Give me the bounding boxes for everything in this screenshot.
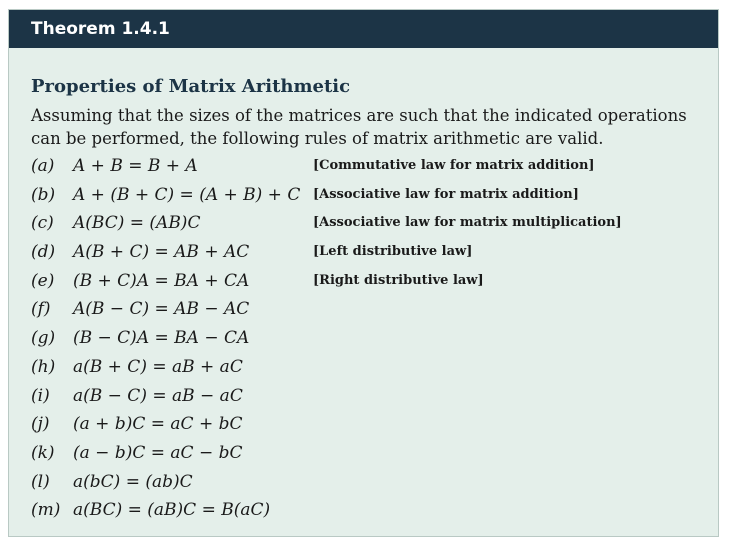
rule-label: (j) bbox=[31, 414, 50, 435]
rule-item bbox=[31, 439, 711, 468]
rule-label: (g) bbox=[31, 328, 56, 349]
theorem-box bbox=[8, 9, 719, 537]
theorem-header: Theorem 1.4.1 bbox=[9, 10, 718, 48]
theorem-title: Properties of Matrix Arithmetic bbox=[31, 76, 351, 97]
rule-equation: A(B − C) = AB − AC bbox=[73, 299, 250, 320]
rule-equation: a(B + C) = aB + aC bbox=[73, 356, 243, 377]
rule-item bbox=[31, 324, 711, 353]
theorem-content bbox=[9, 48, 718, 536]
rule-item bbox=[31, 209, 711, 238]
rule-item bbox=[31, 410, 711, 439]
rule-equation: a(bC) = (ab)C bbox=[73, 471, 193, 492]
rule-label: (d) bbox=[31, 242, 56, 263]
rule-item bbox=[31, 496, 711, 525]
theorem-intro: Assuming that the sizes of the matrices are such that the indicated operations can be performed, the following rules of matrix arithmetic are valid. bbox=[31, 106, 687, 148]
rule-item bbox=[31, 382, 711, 411]
rule-equation: (a − b)C = aC − bC bbox=[73, 442, 243, 463]
rule-equation: A + (B + C) = (A + B) + C bbox=[73, 184, 301, 205]
rule-equation: A(B + C) = AB + AC bbox=[73, 242, 250, 263]
rule-item bbox=[31, 468, 711, 497]
rule-label: (e) bbox=[31, 270, 55, 291]
rule-equation: A(BC) = (AB)C bbox=[73, 213, 201, 234]
rule-equation: a(BC) = (aB)C = B(aC) bbox=[73, 500, 271, 521]
rule-item bbox=[31, 238, 711, 267]
rule-label: (c) bbox=[31, 213, 54, 234]
rule-label: (i) bbox=[31, 385, 50, 406]
rule-item bbox=[31, 267, 711, 296]
rule-item bbox=[31, 353, 711, 382]
rule-note: [Left distributive law] bbox=[313, 244, 473, 260]
rule-label: (k) bbox=[31, 442, 55, 463]
rule-label: (b) bbox=[31, 184, 56, 205]
rule-item bbox=[31, 152, 711, 181]
rules-list bbox=[31, 152, 711, 525]
rule-note: [Associative law for matrix addition] bbox=[313, 186, 579, 202]
rule-equation: (B + C)A = BA + CA bbox=[73, 270, 250, 291]
rule-note: [Right distributive law] bbox=[313, 272, 484, 288]
rule-equation: (B − C)A = BA − CA bbox=[73, 328, 250, 349]
rule-equation: A + B = B + A bbox=[73, 156, 198, 176]
rule-label: (a) bbox=[31, 156, 55, 176]
rule-item bbox=[31, 181, 711, 210]
rule-item bbox=[31, 295, 711, 324]
rule-note: [Associative law for matrix multiplication] bbox=[313, 215, 622, 231]
rule-note: [Commutative law for matrix addition] bbox=[313, 158, 595, 173]
rule-equation: a(B − C) = aB − aC bbox=[73, 385, 243, 406]
rule-label: (l) bbox=[31, 471, 50, 492]
rule-label: (h) bbox=[31, 356, 56, 377]
rule-equation: (a + b)C = aC + bC bbox=[73, 414, 243, 435]
rule-label: (m) bbox=[31, 500, 61, 521]
rule-label: (f) bbox=[31, 299, 51, 320]
